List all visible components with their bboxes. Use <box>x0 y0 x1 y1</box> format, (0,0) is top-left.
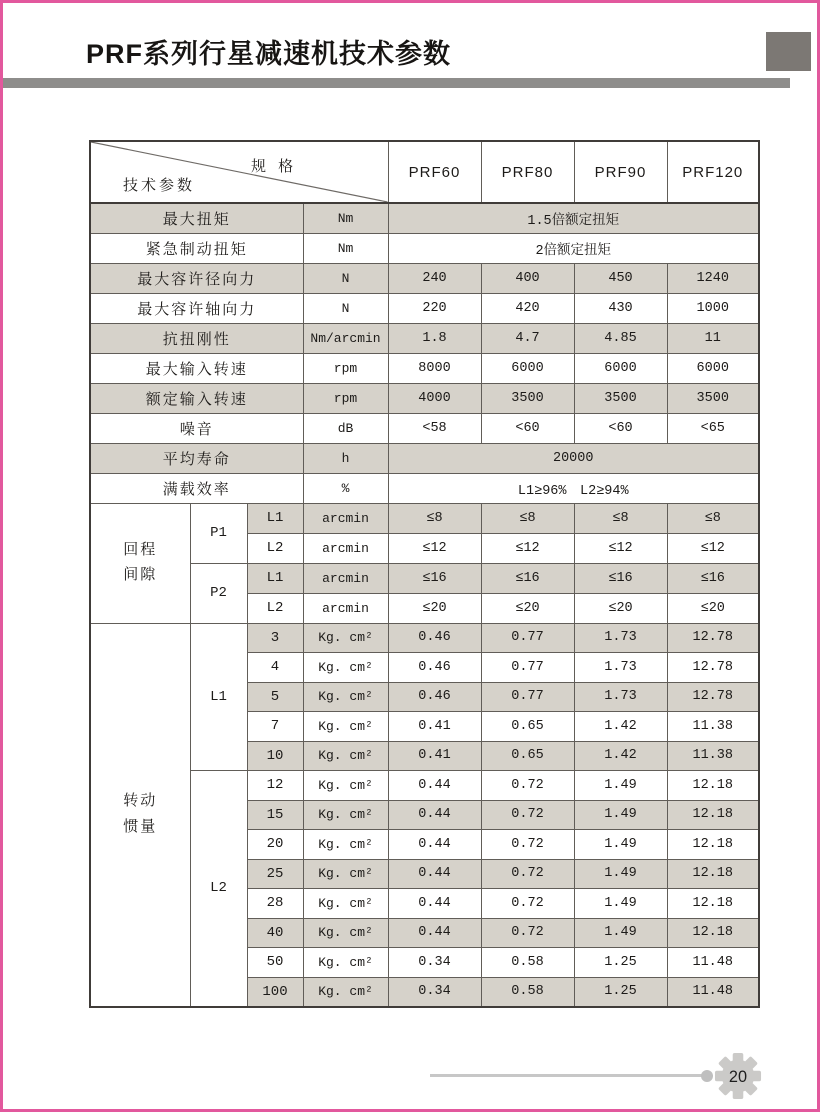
value-cell: 12.78 <box>667 623 759 653</box>
value-cell: 1.49 <box>574 859 667 889</box>
unit-cell: Kg. cm² <box>303 977 388 1007</box>
value-cell: 400 <box>481 263 574 293</box>
value-cell: 11.38 <box>667 741 759 771</box>
value-cell: 1.25 <box>574 948 667 978</box>
stage-group-label: L1 <box>190 623 247 771</box>
ratio-cell: 20 <box>247 830 303 860</box>
value-cell: 0.44 <box>388 771 481 801</box>
unit-cell: % <box>303 473 388 503</box>
unit-cell: Kg. cm² <box>303 741 388 771</box>
table-row <box>90 293 759 323</box>
param-label: 技术参数 <box>123 177 196 194</box>
value-cell: ≤8 <box>388 503 481 533</box>
group-label-line: 间隙 <box>123 567 158 583</box>
value-cell: 1.42 <box>574 712 667 742</box>
unit-cell: h <box>303 443 388 473</box>
value-cell: 1.42 <box>574 741 667 771</box>
header-row <box>90 141 759 203</box>
ratio-cell: 5 <box>247 682 303 712</box>
ratio-cell: 15 <box>247 800 303 830</box>
page-title: PRF系列行星减速机技术参数 <box>86 39 451 69</box>
value-cell: 12.18 <box>667 859 759 889</box>
unit-cell: Kg. cm² <box>303 889 388 919</box>
row-label: 最大输入转速 <box>90 353 303 383</box>
value-cell: 420 <box>481 293 574 323</box>
spec-label: 规 格 <box>251 158 298 175</box>
row-label: 平均寿命 <box>90 443 303 473</box>
value-cell: 0.41 <box>388 712 481 742</box>
value-cell: 11.48 <box>667 977 759 1007</box>
value-cell: 0.77 <box>481 682 574 712</box>
value-cell: 0.65 <box>481 741 574 771</box>
value-cell: 1.73 <box>574 682 667 712</box>
unit-cell: Nm/arcmin <box>303 323 388 353</box>
table-row <box>90 353 759 383</box>
value-cell: 0.44 <box>388 800 481 830</box>
unit-cell: arcmin <box>303 503 388 533</box>
value-cell: 0.72 <box>481 830 574 860</box>
precision-label: P2 <box>190 563 247 623</box>
value-cell: 4.85 <box>574 323 667 353</box>
value-cell: 1.49 <box>574 918 667 948</box>
row-label: 满载效率 <box>90 473 303 503</box>
stage-label: L2 <box>247 533 303 563</box>
value-cell: 3500 <box>574 383 667 413</box>
precision-label: P1 <box>190 503 247 563</box>
value-cell: ≤12 <box>481 533 574 563</box>
ratio-cell: 3 <box>247 623 303 653</box>
value-cell: 0.65 <box>481 712 574 742</box>
value-cell: 6000 <box>667 353 759 383</box>
spec-table <box>89 140 760 1008</box>
group-label-line: 惯量 <box>123 818 158 835</box>
unit-cell: Kg. cm² <box>303 623 388 653</box>
value-cell: 0.72 <box>481 771 574 801</box>
value-cell: 1.49 <box>574 889 667 919</box>
value-cell: 1.25 <box>574 977 667 1007</box>
value-cell: 0.34 <box>388 977 481 1007</box>
value-cell: 0.44 <box>388 859 481 889</box>
row-label: 紧急制动扭矩 <box>90 233 303 263</box>
value-cell: 12.18 <box>667 889 759 919</box>
value-cell: 1240 <box>667 263 759 293</box>
value-cell: ≤8 <box>574 503 667 533</box>
model-header: PRF60 <box>388 141 481 203</box>
value-cell: 12.18 <box>667 800 759 830</box>
table-row <box>90 233 759 263</box>
value-cell: ≤16 <box>388 563 481 593</box>
table-row <box>90 203 759 233</box>
value-cell: 6000 <box>481 353 574 383</box>
value-cell: 11.38 <box>667 712 759 742</box>
unit-cell: N <box>303 263 388 293</box>
unit-cell: arcmin <box>303 533 388 563</box>
row-label: 额定输入转速 <box>90 383 303 413</box>
title-divider-bar <box>3 78 790 88</box>
row-label: 最大容许径向力 <box>90 263 303 293</box>
value-cell: 0.58 <box>481 977 574 1007</box>
ratio-cell: 28 <box>247 889 303 919</box>
table-row <box>90 263 759 293</box>
unit-cell: arcmin <box>303 563 388 593</box>
unit-cell: Kg. cm² <box>303 800 388 830</box>
value-cell: ≤12 <box>388 533 481 563</box>
group-label-line: 转动 <box>123 793 158 809</box>
model-header: PRF120 <box>667 141 759 203</box>
value-cell: 3500 <box>667 383 759 413</box>
unit-cell: Kg. cm² <box>303 948 388 978</box>
ratio-cell: 7 <box>247 712 303 742</box>
value-cell: 4.7 <box>481 323 574 353</box>
group-label-line: 回程 <box>123 541 158 558</box>
value-cell: 0.77 <box>481 623 574 653</box>
unit-cell: Nm <box>303 233 388 263</box>
value-cell: 0.34 <box>388 948 481 978</box>
unit-cell: Kg. cm² <box>303 918 388 948</box>
ratio-cell: 4 <box>247 653 303 683</box>
table-row <box>90 473 759 503</box>
value-cell: 0.77 <box>481 653 574 683</box>
footer-dot <box>701 1070 713 1082</box>
backlash-group-label <box>90 503 190 623</box>
ratio-cell: 25 <box>247 859 303 889</box>
value-cell: 0.46 <box>388 653 481 683</box>
merged-value-cell: 2倍额定扭矩 <box>388 233 759 263</box>
value-cell: ≤16 <box>574 563 667 593</box>
value-cell: 12.18 <box>667 771 759 801</box>
value-cell: <65 <box>667 413 759 443</box>
merged-value-cell: L1≥96% L2≥94% <box>388 473 759 503</box>
unit-cell: Nm <box>303 203 388 233</box>
stage-label: L2 <box>247 593 303 623</box>
unit-cell: dB <box>303 413 388 443</box>
model-header: PRF90 <box>574 141 667 203</box>
value-cell: ≤8 <box>481 503 574 533</box>
table-row <box>90 383 759 413</box>
value-cell: 1.49 <box>574 771 667 801</box>
ratio-cell: 10 <box>247 741 303 771</box>
ratio-cell: 50 <box>247 948 303 978</box>
page-number: 20 <box>728 1067 748 1086</box>
row-label: 噪音 <box>90 413 303 443</box>
value-cell: 12.18 <box>667 830 759 860</box>
unit-cell: rpm <box>303 353 388 383</box>
table-row <box>90 443 759 473</box>
value-cell: 0.44 <box>388 918 481 948</box>
table-row <box>90 323 759 353</box>
value-cell: 0.58 <box>481 948 574 978</box>
value-cell: 4000 <box>388 383 481 413</box>
ratio-cell: 40 <box>247 918 303 948</box>
diagonal-header-cell <box>90 141 388 203</box>
unit-cell: Kg. cm² <box>303 771 388 801</box>
value-cell: 0.44 <box>388 889 481 919</box>
value-cell: ≤20 <box>667 593 759 623</box>
value-cell: 0.46 <box>388 682 481 712</box>
value-cell: 240 <box>388 263 481 293</box>
value-cell: ≤16 <box>667 563 759 593</box>
value-cell: <60 <box>574 413 667 443</box>
value-cell: 220 <box>388 293 481 323</box>
footer-rule <box>430 1074 706 1077</box>
stage-group-label: L2 <box>190 771 247 1007</box>
value-cell: ≤16 <box>481 563 574 593</box>
stage-label: L1 <box>247 563 303 593</box>
unit-cell: arcmin <box>303 593 388 623</box>
value-cell: 6000 <box>574 353 667 383</box>
unit-cell: Kg. cm² <box>303 859 388 889</box>
value-cell: 1000 <box>667 293 759 323</box>
value-cell: 430 <box>574 293 667 323</box>
value-cell: ≤20 <box>481 593 574 623</box>
value-cell: 1.73 <box>574 653 667 683</box>
row-label: 最大容许轴向力 <box>90 293 303 323</box>
unit-cell: Kg. cm² <box>303 682 388 712</box>
backlash-row <box>90 563 759 593</box>
value-cell: 0.72 <box>481 889 574 919</box>
stage-label: L1 <box>247 503 303 533</box>
value-cell: <60 <box>481 413 574 443</box>
unit-cell: Kg. cm² <box>303 653 388 683</box>
unit-cell: Kg. cm² <box>303 712 388 742</box>
value-cell: 3500 <box>481 383 574 413</box>
value-cell: 0.72 <box>481 859 574 889</box>
model-header: PRF80 <box>481 141 574 203</box>
value-cell: 0.46 <box>388 623 481 653</box>
unit-cell: rpm <box>303 383 388 413</box>
value-cell: 1.49 <box>574 800 667 830</box>
value-cell: 0.72 <box>481 800 574 830</box>
value-cell: ≤12 <box>574 533 667 563</box>
value-cell: 11.48 <box>667 948 759 978</box>
value-cell: 12.18 <box>667 918 759 948</box>
unit-cell: Kg. cm² <box>303 830 388 860</box>
ratio-cell: 100 <box>247 977 303 1007</box>
merged-value-cell: 1.5倍额定扭矩 <box>388 203 759 233</box>
value-cell: 0.44 <box>388 830 481 860</box>
value-cell: 1.49 <box>574 830 667 860</box>
value-cell: 450 <box>574 263 667 293</box>
ratio-cell: 12 <box>247 771 303 801</box>
value-cell: 12.78 <box>667 682 759 712</box>
value-cell: 1.73 <box>574 623 667 653</box>
gear-page-badge <box>714 1052 762 1100</box>
value-cell: 1.8 <box>388 323 481 353</box>
value-cell: <58 <box>388 413 481 443</box>
value-cell: 8000 <box>388 353 481 383</box>
value-cell: ≤20 <box>388 593 481 623</box>
value-cell: ≤12 <box>667 533 759 563</box>
value-cell: ≤8 <box>667 503 759 533</box>
corner-accent-square <box>766 32 811 71</box>
value-cell: 0.72 <box>481 918 574 948</box>
unit-cell: N <box>303 293 388 323</box>
value-cell: 11 <box>667 323 759 353</box>
row-label: 抗扭刚性 <box>90 323 303 353</box>
value-cell: 0.41 <box>388 741 481 771</box>
merged-value-cell: 20000 <box>388 443 759 473</box>
inertia-row <box>90 771 759 801</box>
value-cell: ≤20 <box>574 593 667 623</box>
inertia-group-label <box>90 623 190 1007</box>
inertia-row <box>90 623 759 653</box>
value-cell: 12.78 <box>667 653 759 683</box>
row-label: 最大扭矩 <box>90 203 303 233</box>
backlash-row <box>90 503 759 533</box>
table-row <box>90 413 759 443</box>
